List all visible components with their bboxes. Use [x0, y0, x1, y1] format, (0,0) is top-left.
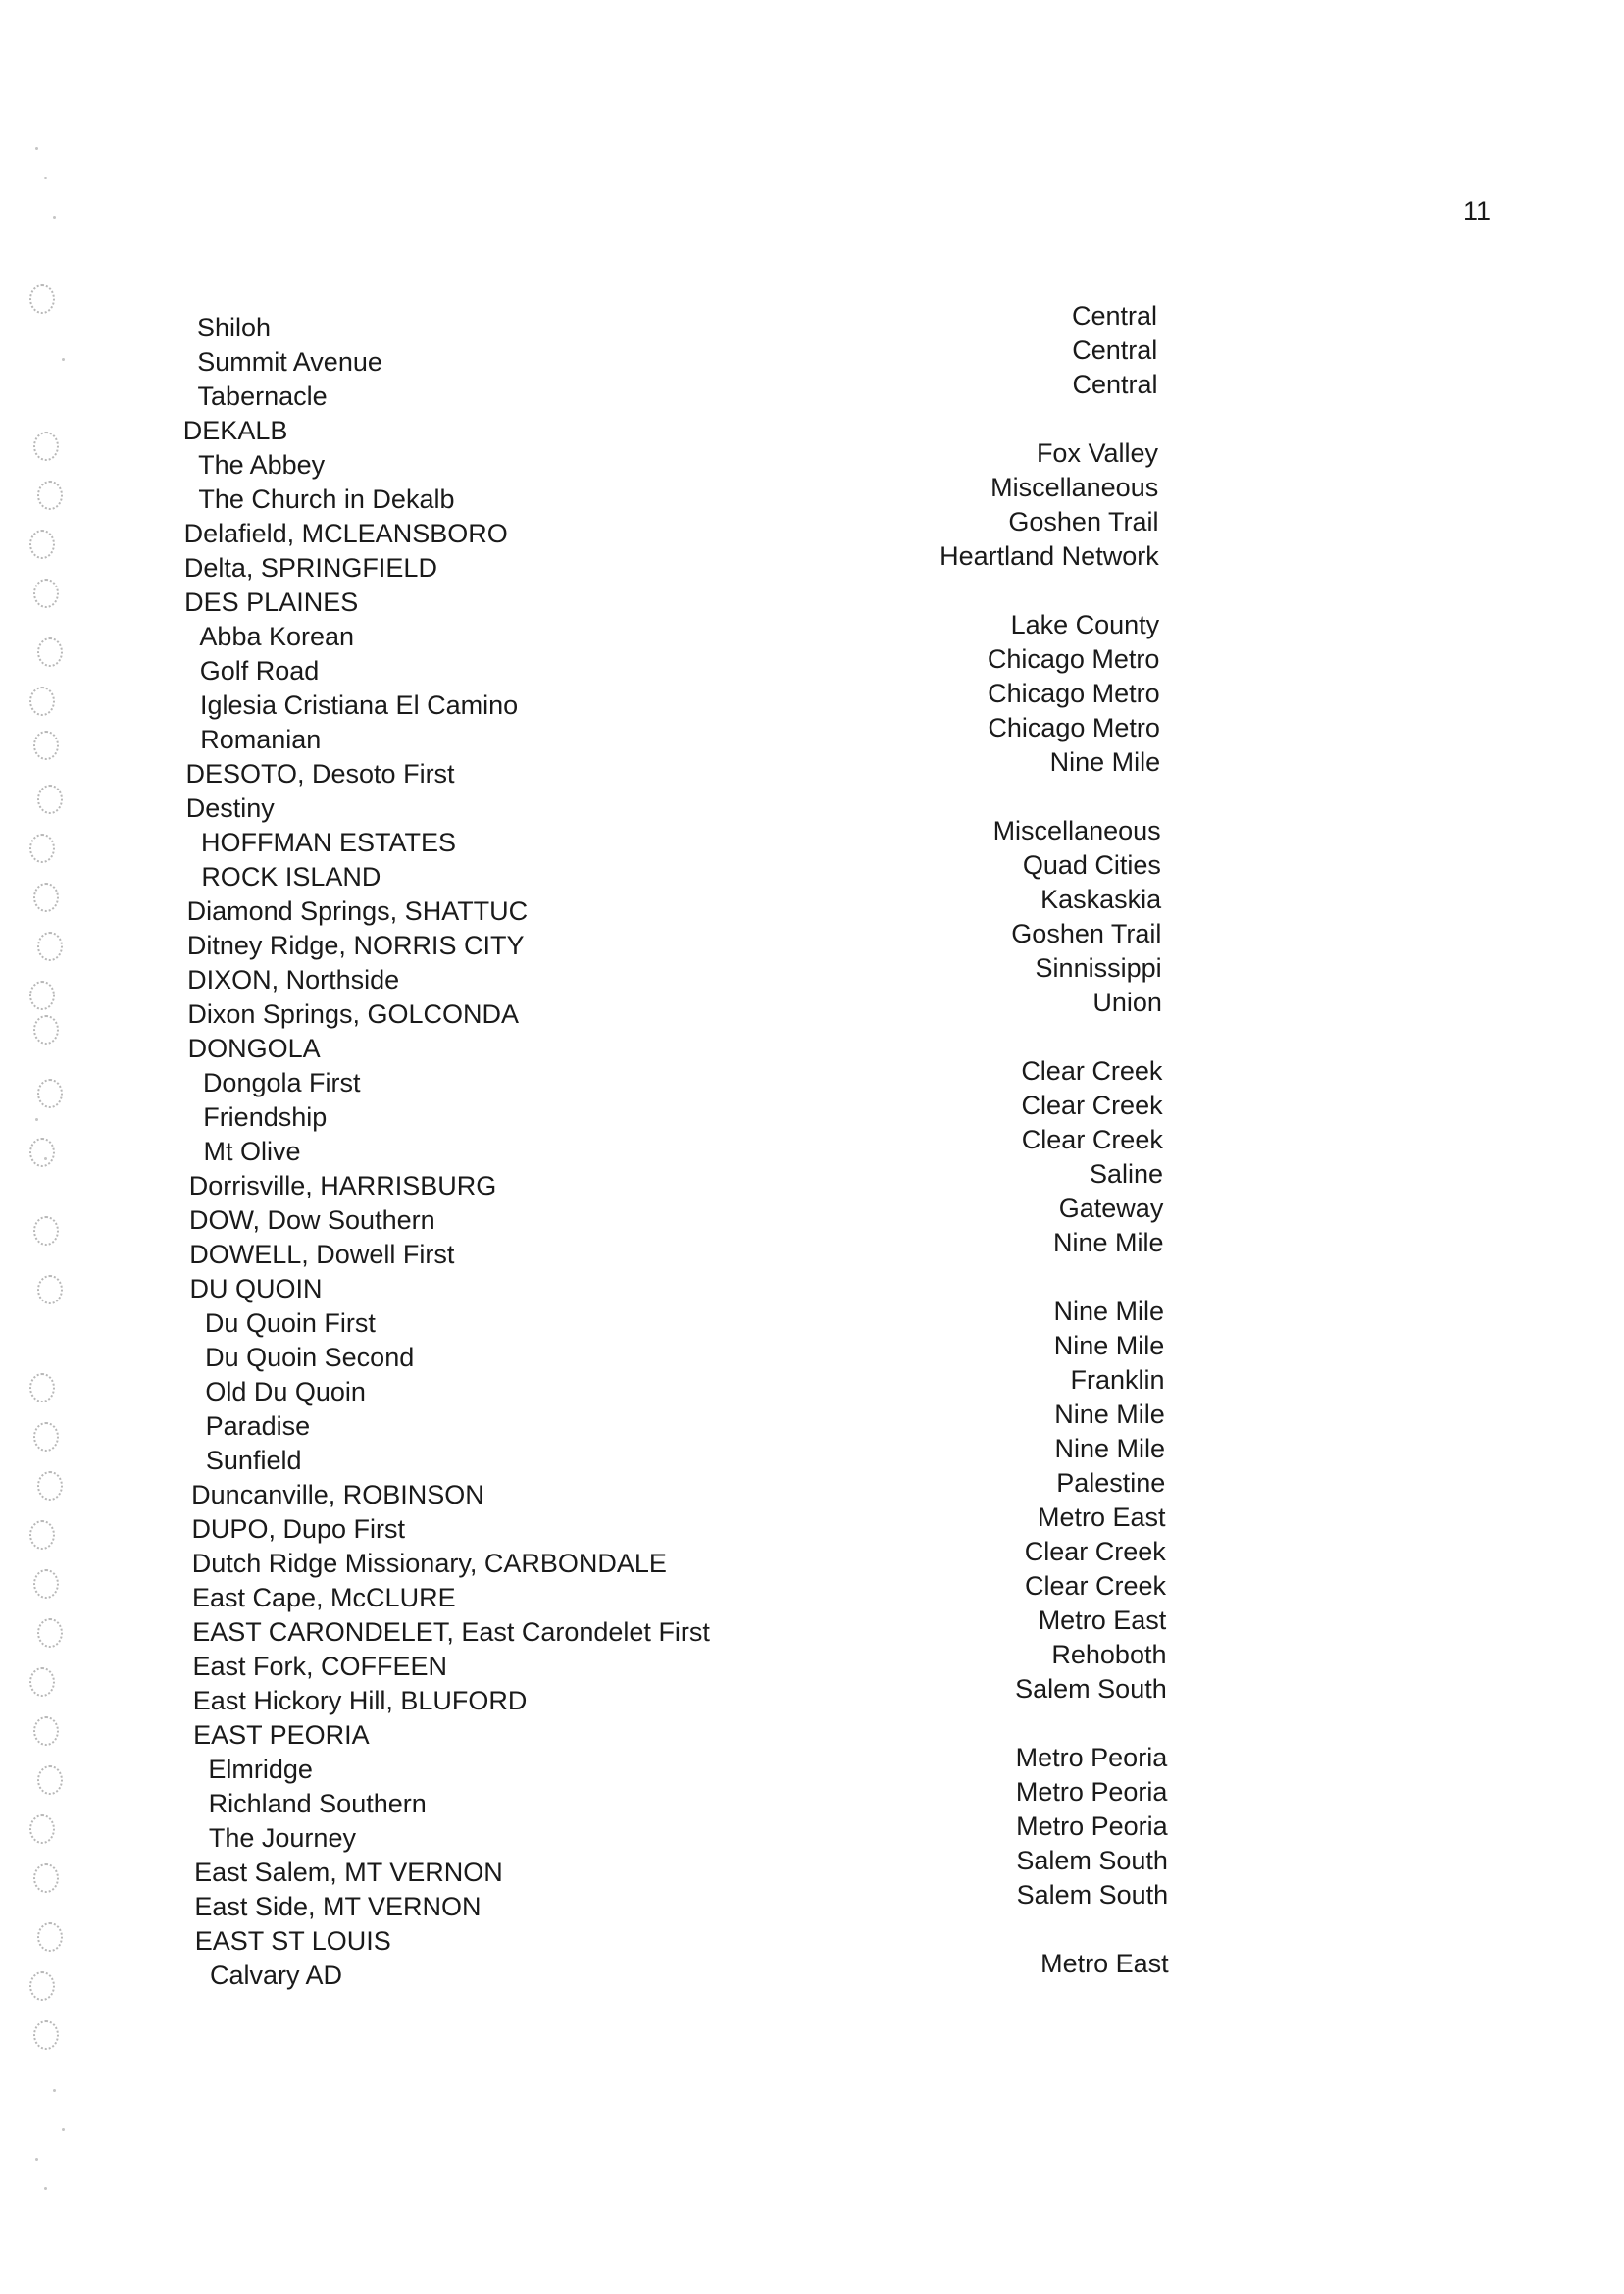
- binder-hole-mark: [29, 1971, 55, 2001]
- association-name: Metro Peoria: [1015, 1777, 1168, 1807]
- directory-row: [0, 1743, 1624, 1787]
- directory-row: [0, 790, 1624, 826]
- binder-hole-mark: [29, 687, 55, 716]
- association-name: Sinnissippi: [1035, 953, 1162, 983]
- association-name: Saline: [1090, 1159, 1164, 1189]
- binder-hole-mark: [29, 1138, 55, 1167]
- scan-speck: [44, 1157, 47, 1160]
- location-entry: East Fork, COFFEEN: [192, 1652, 448, 1681]
- association-name: Nine Mile: [1049, 747, 1161, 777]
- location-entry: EAST CARONDELET, East Carondelet First: [192, 1617, 710, 1647]
- directory-row: [0, 919, 1624, 963]
- binder-hole-mark: [33, 1569, 59, 1599]
- location-entry: DUPO, Dupo First: [191, 1514, 405, 1544]
- association-name: Salem South: [1015, 1674, 1167, 1704]
- binder-hole-mark: [37, 1618, 63, 1648]
- church-name: Golf Road: [199, 656, 320, 686]
- binder-hole-mark: [37, 1471, 63, 1501]
- directory-row: [0, 1640, 1624, 1684]
- directory-row: [0, 1297, 1624, 1341]
- association-name: Metro East: [1040, 1949, 1169, 1978]
- location-entry: DONGOLA: [187, 1034, 321, 1063]
- directory-row: [0, 644, 1624, 688]
- association-name: Palestine: [1056, 1468, 1166, 1498]
- association-name: Fox Valley: [1036, 438, 1158, 468]
- binder-hole-mark: [37, 932, 63, 961]
- church-name: Du Quoin First: [204, 1308, 376, 1338]
- directory-row: [0, 1159, 1624, 1203]
- binder-hole-mark: [29, 1667, 55, 1697]
- association-name: Central: [1072, 370, 1158, 399]
- association-name: Miscellaneous: [990, 473, 1159, 502]
- scan-speck: [53, 216, 56, 219]
- directory-row: [0, 747, 1624, 791]
- directory-row: [0, 1331, 1624, 1375]
- directory-row: [0, 473, 1624, 517]
- association-name: Rehoboth: [1051, 1640, 1167, 1669]
- binder-hole-mark: [33, 1863, 59, 1893]
- association-name: Union: [1092, 988, 1162, 1017]
- association-name: Clear Creek: [1024, 1537, 1166, 1566]
- location-entry: Ditney Ridge, NORRIS CITY: [186, 931, 525, 960]
- binder-hole-mark: [37, 637, 63, 667]
- scan-speck: [62, 358, 65, 361]
- church-name: Richland Southern: [208, 1789, 427, 1818]
- directory-row: [0, 1880, 1624, 1924]
- church-name: Abba Korean: [199, 622, 355, 651]
- church-name: The Abbey: [198, 450, 326, 480]
- association-name: Nine Mile: [1054, 1400, 1165, 1429]
- directory-row: [0, 335, 1624, 380]
- church-name: The Church in Dekalb: [198, 484, 455, 514]
- directory-row: [0, 1949, 1624, 1993]
- binder-hole-mark: [29, 1814, 55, 1844]
- binder-hole-mark: [29, 981, 55, 1010]
- association-name: Clear Creek: [1021, 1091, 1163, 1120]
- binder-hole-mark: [33, 1422, 59, 1452]
- location-entry: DU QUOIN: [189, 1274, 323, 1303]
- association-name: Nine Mile: [1053, 1297, 1165, 1326]
- association-name: Goshen Trail: [1008, 507, 1159, 536]
- directory-row: [0, 1434, 1624, 1478]
- directory-row: [0, 1537, 1624, 1581]
- association-name: Clear Creek: [1021, 1125, 1163, 1154]
- location-entry: Diamond Springs, SHATTUC: [186, 896, 529, 926]
- association-name: Heartland Network: [939, 541, 1159, 571]
- binder-hole-mark: [37, 1079, 63, 1108]
- location-entry: Delta, SPRINGFIELD: [183, 553, 437, 583]
- binder-hole-mark: [37, 1275, 63, 1304]
- binder-hole-mark: [37, 785, 63, 814]
- location-entry: Dorrisville, HARRISBURG: [188, 1171, 497, 1200]
- directory-row: [0, 438, 1624, 483]
- directory-row: [0, 1923, 1624, 1959]
- directory-row: [0, 1606, 1624, 1650]
- binder-hole-mark: [33, 1716, 59, 1746]
- association-name: Chicago Metro: [988, 713, 1160, 742]
- scan-speck: [44, 2187, 47, 2190]
- church-name: Elmridge: [208, 1755, 313, 1784]
- association-name: Quad Cities: [1022, 850, 1161, 880]
- directory-row: [0, 610, 1624, 654]
- directory-row: [0, 1056, 1624, 1100]
- binder-hole-mark: [37, 481, 63, 510]
- church-name: The Journey: [208, 1823, 356, 1853]
- church-name: Romanian: [200, 725, 322, 754]
- location-entry: Destiny: [185, 793, 275, 823]
- association-name: Chicago Metro: [987, 644, 1160, 674]
- location-entry: East Hickory Hill, BLUFORD: [192, 1686, 528, 1715]
- directory-row: [0, 1846, 1624, 1890]
- directory-row: [0, 988, 1624, 1032]
- association-name: Clear Creek: [1021, 1056, 1163, 1086]
- directory-row: [0, 1717, 1624, 1753]
- location-entry: East Side, MT VERNON: [194, 1892, 482, 1921]
- directory-row: [0, 816, 1624, 860]
- directory-row: [0, 953, 1624, 997]
- location-entry: DEKALB: [182, 416, 288, 445]
- directory-row: [0, 585, 1624, 620]
- church-name: Calvary AD: [209, 1961, 342, 1990]
- binder-hole-mark: [33, 2020, 59, 2050]
- binder-hole-mark: [37, 1922, 63, 1952]
- binder-hole-mark: [33, 579, 59, 608]
- location-entry: DES PLAINES: [184, 587, 359, 617]
- directory-row: [0, 1091, 1624, 1135]
- church-name: Dongola First: [202, 1068, 361, 1097]
- directory-row: [0, 413, 1624, 448]
- location-entry: Dutch Ridge Missionary, CARBONDALE: [191, 1549, 667, 1578]
- directory-row: [0, 301, 1624, 345]
- directory-row: [0, 1468, 1624, 1512]
- location-entry: East Salem, MT VERNON: [194, 1858, 503, 1887]
- binder-hole-mark: [29, 1520, 55, 1550]
- scan-speck: [35, 147, 38, 150]
- association-name: Nine Mile: [1054, 1434, 1166, 1463]
- association-name: Clear Creek: [1024, 1571, 1166, 1601]
- scan-speck: [62, 2128, 65, 2131]
- association-name: Metro Peoria: [1015, 1743, 1168, 1772]
- location-entry: Duncanville, ROBINSON: [191, 1480, 484, 1509]
- association-name: Salem South: [1016, 1846, 1168, 1875]
- directory-row: [0, 1194, 1624, 1238]
- binder-hole-mark: [33, 731, 59, 760]
- directory-row: [0, 541, 1624, 586]
- binder-hole-mark: [29, 1373, 55, 1402]
- directory-row: [0, 1228, 1624, 1272]
- association-name: Chicago Metro: [988, 679, 1160, 708]
- association-name: Central: [1071, 301, 1157, 331]
- church-name: Sunfield: [205, 1446, 302, 1475]
- directory-row: [0, 850, 1624, 894]
- association-name: Kaskaskia: [1040, 885, 1162, 914]
- association-name: Central: [1072, 335, 1158, 365]
- directory-row: [0, 1125, 1624, 1169]
- location-entry: EAST PEORIA: [193, 1720, 370, 1750]
- church-name: Du Quoin Second: [205, 1343, 415, 1372]
- directory-row: [0, 1571, 1624, 1615]
- church-name: Friendship: [203, 1102, 328, 1132]
- association-name: Gateway: [1058, 1194, 1164, 1223]
- directory-row: [0, 713, 1624, 757]
- location-entry: DESOTO, Desoto First: [185, 759, 455, 789]
- scan-speck: [35, 1118, 38, 1121]
- location-entry: Dixon Springs, GOLCONDA: [187, 999, 519, 1029]
- directory-row: [0, 507, 1624, 551]
- association-name: Franklin: [1070, 1365, 1165, 1395]
- location-entry: DOW, Dow Southern: [189, 1205, 435, 1235]
- location-entry: Delafield, MCLEANSBORO: [183, 519, 508, 548]
- church-name: Shiloh: [197, 313, 272, 342]
- directory-row: [0, 1271, 1624, 1306]
- location-entry: DOWELL, Dowell First: [189, 1240, 455, 1269]
- binder-hole-mark: [33, 432, 59, 461]
- association-name: Nine Mile: [1053, 1331, 1165, 1360]
- scan-speck: [44, 177, 47, 179]
- directory-row: [0, 1365, 1624, 1409]
- location-entry: EAST ST LOUIS: [194, 1926, 391, 1956]
- association-name: Miscellaneous: [992, 816, 1161, 845]
- binder-hole-mark: [33, 883, 59, 912]
- binder-hole-mark: [29, 530, 55, 559]
- binder-hole-mark: [33, 1015, 59, 1045]
- scan-speck: [35, 2158, 38, 2161]
- binder-hole-mark: [33, 1216, 59, 1246]
- directory-row: [0, 885, 1624, 929]
- association-name: Metro East: [1037, 1503, 1166, 1532]
- association-name: Lake County: [1010, 610, 1160, 639]
- directory-row: [0, 679, 1624, 723]
- church-name: HOFFMAN ESTATES: [201, 828, 457, 857]
- location-entry: East Cape, McCLURE: [191, 1583, 456, 1612]
- association-name: Goshen Trail: [1011, 919, 1162, 948]
- church-name: Tabernacle: [197, 382, 328, 411]
- directory-row: [0, 1674, 1624, 1718]
- binder-hole-mark: [37, 1765, 63, 1795]
- directory-row: [0, 1811, 1624, 1856]
- association-name: Salem South: [1016, 1880, 1169, 1910]
- directory-row: [0, 1777, 1624, 1821]
- page-number: 11: [1463, 196, 1492, 226]
- directory-row: [0, 1031, 1624, 1066]
- association-name: Metro East: [1038, 1606, 1167, 1635]
- binder-hole-mark: [29, 284, 55, 314]
- directory-row: [0, 1400, 1624, 1444]
- church-name: Old Du Quoin: [205, 1377, 366, 1406]
- church-name: Iglesia Cristiana El Camino: [199, 690, 519, 720]
- binder-hole-mark: [29, 834, 55, 863]
- directory-row: [0, 370, 1624, 414]
- church-name: Mt Olive: [203, 1137, 301, 1166]
- directory-row: [0, 1503, 1624, 1547]
- church-name: Summit Avenue: [197, 347, 382, 377]
- association-name: Nine Mile: [1053, 1228, 1164, 1257]
- location-entry: DIXON, Northside: [187, 965, 400, 994]
- scan-speck: [53, 2089, 56, 2092]
- church-name: ROCK ISLAND: [201, 862, 381, 892]
- church-name: Paradise: [205, 1411, 311, 1441]
- association-name: Metro Peoria: [1016, 1811, 1168, 1841]
